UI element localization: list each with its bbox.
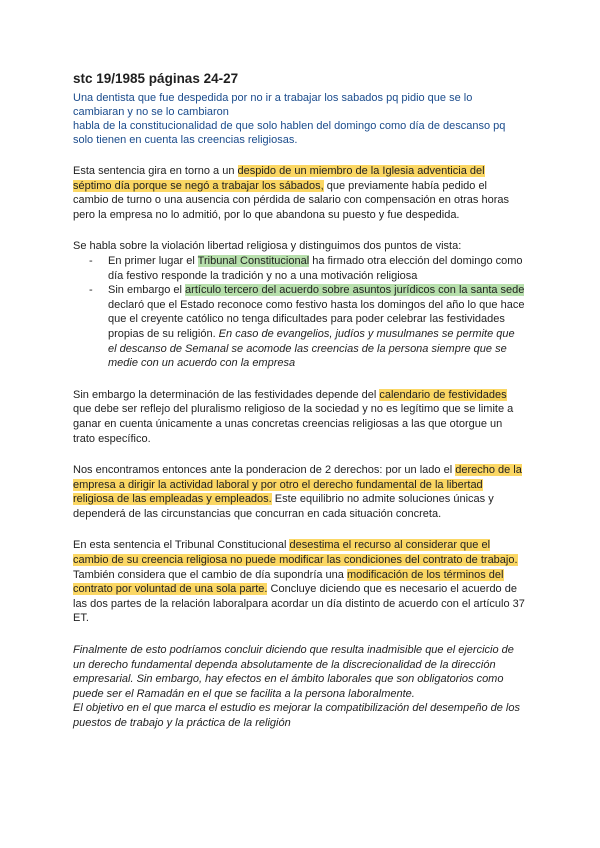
summary-line-2: habla de la constitucionalidad de que solo hablen del domingo como día de descanso pq solo tienen en cuenta las creencias religiosas. [73,120,506,146]
paragraph-3: Sin embargo la determinación de las festividades depende del calendario de festividades que debe ser reflejo del pluralismo religioso de la sociedad y no es legítimo que se limite a ganar en cuenta únicamente a unas concretas creencias religiosas a las que otorgue un trato específico. [73,388,514,445]
document-title: stc 19/1985 páginas 24-27 [73,71,239,86]
list-item: - En primer lugar el Tribunal Constitucional ha firmado otra elección del domingo como día festivo responde la tradición y no a una motivación religiosa [73,254,525,283]
conclusion-line-2: El objetivo en el que marca el estudio es mejorar la compatibilización del desempeño de los puestos de trabajo y la práctica de la religión [73,702,520,729]
highlight-calendario: calendario de festividades [379,388,507,401]
paragraph-2-intro: Se habla sobre la violación libertad religiosa y distinguimos dos puntos de vista: [73,240,462,253]
summary-line-1: Una dentista que fue despedida por no ir a trabajar los sabados pq pidio que se lo cambiaran y no se lo cambiaron [73,92,473,118]
highlight-despido: despido de un miembro de la Iglesia adventicia del séptimo día porque se negó a trabajar los sábados, [73,165,485,192]
viewpoints-list [73,254,525,371]
list-item: - Sin embargo el artículo tercero del acuerdo sobre asuntos jurídicos con la santa sede declaró que el Estado reconoce como festivo hasta los domingos del año lo que hace que el creyente católico no tenga dificultades para poder celebrar las festividades propias de su religión. En caso de evangelios, judíos y musulmanes se permite que el descanso de Semanal se acomode las creencias de la persona siempre que se medie con un acuerdo con la empresa [73,283,525,371]
highlight-derechos: derecho de la empresa a dirigir la actividad laboral y por otro el derecho fundamental de la libertad religiosa de las empleadas y empleados. [73,464,522,506]
highlight-modificacion: modificación de los términos del contrato por voluntad de una sola parte. [73,568,504,596]
paragraph-4: Nos encontramos entonces ante la ponderacion de 2 derechos: por un lado el derecho de la empresa a dirigir la actividad laboral y por otro el derecho fundamental de la libertad religiosa de las empleadas y empleados. Este equilibrio no admite soluciones únicas y dependerá de las circunstancias que concurran en cada situación concreta. [73,464,522,520]
highlight-articulo: artículo tercero del acuerdo sobre asuntos jurídicos con la santa sede [185,284,525,297]
paragraph-5: En esta sentencia el Tribunal Constitucional desestima el recurso al considerar que el cambio de su creencia religiosa no puede modificar las condiciones del contrato de trabajo. También considera que el cambio de día supondría una modificación de los términos del contrato por voluntad de una sola parte. Concluye diciendo que es necesario el acuerdo de las dos partes de la relación laboralpara acordar un día distinto de acuerdo con el artículo 37 ET. [73,539,525,625]
italic-note: En caso de evangelios, judíos y musulmanes se permite que el descanso de Semanal se acomode las creencias de la persona siempre que se medie con un acuerdo con la empresa [108,327,515,370]
conclusion-line-1: Finalmente de esto podríamos concluir diciendo que resulta inadmisible que el ejercicio de un derecho fundamental dependa absolutamente de la discrecionalidad de la dirección empresarial. Sin embargo, hay efectos en el ámbito laborales que son obligatorios como puede ser el Ramadán en el que se facilita a la persona laboralmente. [73,644,514,700]
highlight-tribunal: Tribunal Constitucional [197,254,310,267]
document-page [73,70,525,731]
highlight-desestima: desestima el recurso al considerar que el cambio de su creencia religiosa no puede modificar las condiciones del contrato de trabajo. [73,539,518,567]
paragraph-1: Esta sentencia gira en torno a un despido de un miembro de la Iglesia adventicia del séptimo día porque se negó a trabajar los sábados, que previamente había pedido el cambio de turno o una ausencia con pérdida de salario con compensación en otras horas pero la empresa no lo admitió, por lo que abandona su puesto y fue despedida. [73,165,509,221]
